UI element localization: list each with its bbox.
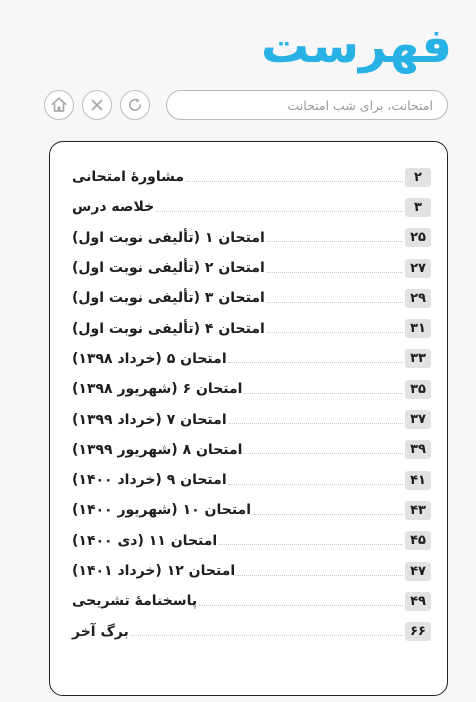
toc-row-page-number: ۶۶ xyxy=(405,622,431,641)
toc-row[interactable] xyxy=(68,586,431,616)
dot-leader xyxy=(267,272,403,273)
dot-leader xyxy=(253,514,403,515)
toc-row-page-number: ۲۵ xyxy=(405,228,431,247)
toc-row-page-number: ۲ xyxy=(405,168,431,187)
toc-row-title: مشاورهٔ امتحانی xyxy=(72,169,185,186)
toc-row-title: امتحان ۱۰ (شهریور ۱۴۰۰) xyxy=(72,502,252,519)
toc-list xyxy=(68,162,431,647)
dot-leader xyxy=(229,423,403,424)
toc-row[interactable] xyxy=(68,283,431,313)
toc-row-page-number: ۴۹ xyxy=(405,592,431,611)
toc-row[interactable] xyxy=(68,616,431,646)
toc-row-title: امتحان ۶ (شهریور ۱۳۹۸) xyxy=(72,381,243,398)
search-placeholder: امتحانت، برای شب امتحانت xyxy=(287,97,433,113)
toc-row-title: امتحان ۳ (تألیفی نوبت اول) xyxy=(72,290,265,307)
toc-row[interactable] xyxy=(68,344,431,374)
close-button[interactable] xyxy=(82,90,112,120)
toc-row-page-number: ۳۵ xyxy=(405,380,431,399)
toc-row-page-number: ۴۵ xyxy=(405,531,431,550)
dot-leader xyxy=(244,453,403,454)
toc-panel xyxy=(49,141,448,696)
toc-row[interactable] xyxy=(68,435,431,465)
toc-row[interactable] xyxy=(68,192,431,222)
toc-row[interactable] xyxy=(68,556,431,586)
toc-row-page-number: ۴۷ xyxy=(405,562,431,581)
toc-row-page-number: ۳۱ xyxy=(405,319,431,338)
dot-leader xyxy=(244,393,403,394)
toc-row[interactable] xyxy=(68,404,431,434)
toc-row[interactable] xyxy=(68,465,431,495)
toc-row[interactable] xyxy=(68,313,431,343)
toc-row[interactable] xyxy=(68,526,431,556)
toc-row-title: امتحان ۷ (خرداد ۱۳۹۹) xyxy=(72,411,227,428)
toc-row-page-number: ۲۷ xyxy=(405,259,431,278)
toc-row-title: امتحان ۲ (تألیفی نوبت اول) xyxy=(72,260,265,277)
toc-row-page-number: ۲۹ xyxy=(405,289,431,308)
toc-row-title: امتحان ۴ (تألیفی نوبت اول) xyxy=(72,320,265,337)
toc-row-title: پاسخنامهٔ تشریحی xyxy=(72,593,198,610)
browser-toolbar xyxy=(44,90,448,124)
dot-leader xyxy=(131,635,403,636)
toc-row-title: امتحان ۵ (خرداد ۱۳۹۸) xyxy=(72,350,227,367)
dot-leader xyxy=(199,605,403,606)
toc-row-page-number: ۳ xyxy=(405,198,431,217)
toc-row-page-number: ۴۳ xyxy=(405,501,431,520)
toc-row-title: امتحان ۱۱ (دی ۱۴۰۰) xyxy=(72,532,218,549)
dot-leader xyxy=(267,302,403,303)
refresh-button[interactable] xyxy=(120,90,150,120)
dot-leader xyxy=(229,484,403,485)
page-title: فهرست xyxy=(261,18,452,74)
toc-row[interactable] xyxy=(68,374,431,404)
toc-row[interactable] xyxy=(68,162,431,192)
home-icon xyxy=(50,96,68,114)
toc-row-page-number: ۴۱ xyxy=(405,471,431,490)
toc-row-page-number: ۳۷ xyxy=(405,410,431,429)
dot-leader xyxy=(237,575,403,576)
toc-row-title: امتحان ۱ (تألیفی نوبت اول) xyxy=(72,229,265,246)
dot-leader xyxy=(186,181,403,182)
toc-row[interactable] xyxy=(68,223,431,253)
dot-leader xyxy=(267,241,403,242)
toc-row[interactable] xyxy=(68,253,431,283)
toc-row-page-number: ۳۳ xyxy=(405,349,431,368)
close-icon xyxy=(88,96,106,114)
refresh-icon xyxy=(126,96,144,114)
toc-row-title: امتحان ۸ (شهریور ۱۳۹۹) xyxy=(72,441,243,458)
dot-leader xyxy=(156,211,403,212)
toc-row-title: برگ آخر xyxy=(72,623,129,640)
toc-row-page-number: ۳۹ xyxy=(405,440,431,459)
toc-row-title: خلاصه درس xyxy=(72,199,155,216)
toc-row[interactable] xyxy=(68,495,431,525)
dot-leader xyxy=(267,332,403,333)
dot-leader xyxy=(229,362,403,363)
home-button[interactable] xyxy=(44,90,74,120)
toc-row-title: امتحان ۱۲ (خرداد ۱۴۰۱) xyxy=(72,563,236,579)
search-input[interactable] xyxy=(166,90,448,120)
dot-leader xyxy=(219,544,403,545)
toc-row-title: امتحان ۹ (خرداد ۱۴۰۰) xyxy=(72,472,227,489)
